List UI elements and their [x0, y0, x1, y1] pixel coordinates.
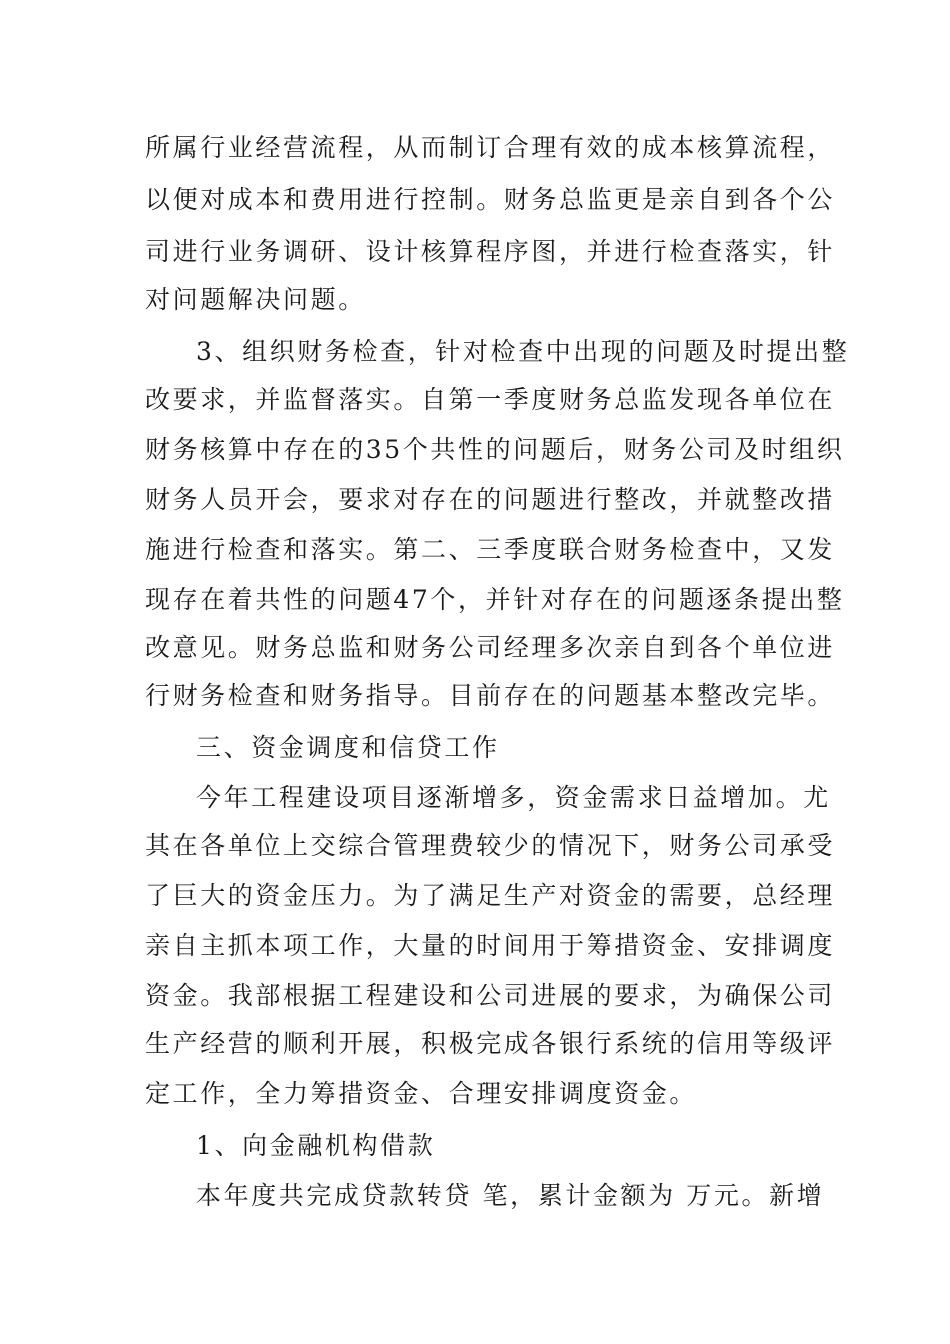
paragraph-line: 财务人员开会，要求对存在的问题进行整改，并就整改措 — [145, 485, 836, 514]
paragraph-line: 改意见。财务总监和财务公司经理多次亲自到各个单位进 — [145, 633, 836, 662]
paragraph-line: 对问题解决问题。 — [145, 285, 366, 314]
paragraph-line: 3、组织财务检查，针对检查中出现的问题及时提出整 — [196, 337, 850, 366]
paragraph-line: 财务核算中存在的35个共性的问题后，财务公司及时组织 — [145, 435, 845, 464]
paragraph-line: 现存在着共性的问题47个，并针对存在的问题逐条提出整 — [145, 585, 845, 614]
section-heading: 三、资金调度和信贷工作 — [196, 733, 500, 762]
paragraph-line: 今年工程建设项目逐渐增多，资金需求日益增加。尤 — [196, 783, 831, 812]
paragraph-line: 行财务检查和财务指导。目前存在的问题基本整改完毕。 — [145, 681, 836, 710]
paragraph-line: 改要求，并监督落实。自第一季度财务总监发现各单位在 — [145, 385, 836, 414]
paragraph-line: 所属行业经营流程，从而制订合理有效的成本核算流程， — [145, 133, 836, 162]
paragraph-line: 其在各单位上交综合管理费较少的情况下，财务公司承受 — [145, 831, 836, 860]
paragraph-line: 本年度共完成贷款转贷 笔，累计金额为 万元。新增 — [196, 1181, 825, 1210]
subsection-heading: 1、向金融机构借款 — [196, 1131, 436, 1160]
paragraph-line: 定工作，全力筹措资金、合理安排调度资金。 — [145, 1079, 698, 1108]
paragraph-line: 施进行检查和落实。第二、三季度联合财务检查中，又发 — [145, 535, 836, 564]
paragraph-line: 生产经营的顺利开展，积极完成各银行系统的信用等级评 — [145, 1029, 836, 1058]
paragraph-line: 资金。我部根据工程建设和公司进展的要求，为确保公司 — [145, 981, 836, 1010]
paragraph-line: 了巨大的资金压力。为了满足生产对资金的需要，总经理 — [145, 881, 836, 910]
paragraph-line: 亲自主抓本项工作，大量的时间用于筹措资金、安排调度 — [145, 931, 836, 960]
paragraph-line: 以便对成本和费用进行控制。财务总监更是亲自到各个公 — [145, 185, 836, 214]
paragraph-line: 司进行业务调研、设计核算程序图，并进行检查落实，针 — [145, 237, 836, 266]
